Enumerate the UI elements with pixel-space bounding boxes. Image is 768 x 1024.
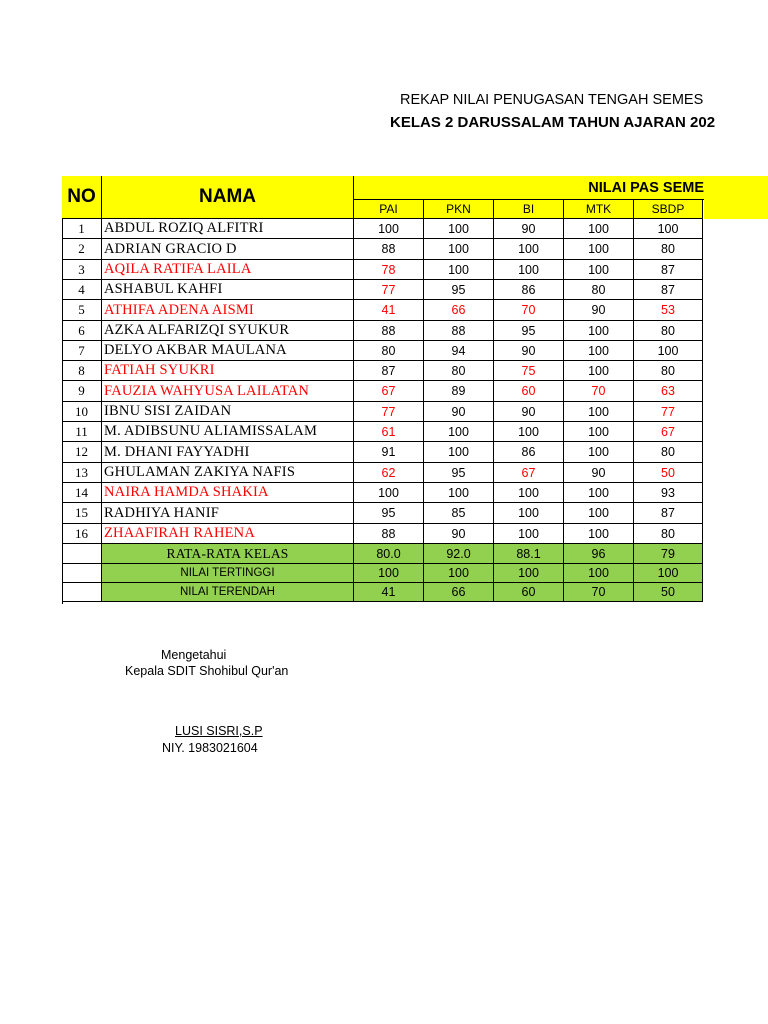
row-number: 9 bbox=[62, 381, 102, 402]
score-pai: 95 bbox=[354, 503, 424, 524]
header-subject-sbdp: SBDP bbox=[634, 200, 703, 219]
footer-mengetahui: Mengetahui bbox=[161, 648, 227, 662]
score-pkn: 90 bbox=[424, 402, 494, 422]
score-pkn: 85 bbox=[424, 503, 494, 524]
summary-value-sbdp: 100 bbox=[634, 564, 703, 583]
score-sbdp: 77 bbox=[634, 402, 703, 422]
student-name: ATHIFA ADENA AISMI bbox=[102, 300, 354, 321]
score-bi: 95 bbox=[494, 321, 564, 341]
summary-empty-cell bbox=[62, 564, 102, 583]
header-no: NO bbox=[62, 176, 102, 219]
score-pai: 88 bbox=[354, 524, 424, 544]
score-pai: 80 bbox=[354, 341, 424, 361]
header-overflow-fill bbox=[704, 176, 768, 219]
summary-value-pai: 100 bbox=[354, 564, 424, 583]
score-sbdp: 80 bbox=[634, 524, 703, 544]
row-number: 16 bbox=[62, 524, 102, 544]
summary-value-pkn: 92.0 bbox=[424, 544, 494, 564]
score-pai: 61 bbox=[354, 422, 424, 442]
score-pkn: 100 bbox=[424, 483, 494, 503]
score-pai: 62 bbox=[354, 463, 424, 483]
score-sbdp: 100 bbox=[634, 341, 703, 361]
summary-value-sbdp: 79 bbox=[634, 544, 703, 564]
score-sbdp: 67 bbox=[634, 422, 703, 442]
row-number: 6 bbox=[62, 321, 102, 341]
score-mtk: 100 bbox=[564, 219, 634, 239]
score-pkn: 94 bbox=[424, 341, 494, 361]
row-number: 12 bbox=[62, 442, 102, 463]
summary-empty-cell bbox=[62, 583, 102, 602]
score-sbdp: 87 bbox=[634, 280, 703, 300]
score-bi: 75 bbox=[494, 361, 564, 381]
score-bi: 100 bbox=[494, 483, 564, 503]
score-bi: 67 bbox=[494, 463, 564, 483]
student-name: ABDUL ROZIQ ALFITRI bbox=[102, 219, 354, 239]
summary-value-mtk: 100 bbox=[564, 564, 634, 583]
score-pai: 100 bbox=[354, 219, 424, 239]
score-bi: 100 bbox=[494, 239, 564, 260]
score-pkn: 100 bbox=[424, 422, 494, 442]
score-pai: 78 bbox=[354, 260, 424, 280]
header-subject-bi: BI bbox=[494, 200, 564, 219]
summary-value-mtk: 96 bbox=[564, 544, 634, 564]
footer-position: Kepala SDIT Shohibul Qur'an bbox=[125, 664, 289, 678]
student-name: ZHAAFIRAH RAHENA bbox=[102, 524, 354, 544]
footer-niy: NIY. 1983021604 bbox=[162, 741, 258, 755]
score-bi: 100 bbox=[494, 524, 564, 544]
footer-signatory-name: LUSI SISRI,S.P bbox=[175, 724, 263, 738]
summary-value-bi: 60 bbox=[494, 583, 564, 602]
score-pkn: 90 bbox=[424, 524, 494, 544]
score-pai: 77 bbox=[354, 280, 424, 300]
header-group: NILAI PAS SEME bbox=[354, 176, 704, 200]
header-subject-pkn: PKN bbox=[424, 200, 494, 219]
score-bi: 100 bbox=[494, 260, 564, 280]
score-pai: 41 bbox=[354, 300, 424, 321]
score-mtk: 100 bbox=[564, 422, 634, 442]
score-mtk: 100 bbox=[564, 402, 634, 422]
score-mtk: 100 bbox=[564, 442, 634, 463]
student-name: DELYO AKBAR MAULANA bbox=[102, 341, 354, 361]
summary-value-mtk: 70 bbox=[564, 583, 634, 602]
header-subject-mtk: MTK bbox=[564, 200, 634, 219]
row-number: 11 bbox=[62, 422, 102, 442]
summary-empty-cell bbox=[62, 544, 102, 564]
score-bi: 70 bbox=[494, 300, 564, 321]
summary-value-pai: 41 bbox=[354, 583, 424, 602]
student-name: M. ADIBSUNU ALIAMISSALAM bbox=[102, 422, 354, 442]
score-bi: 86 bbox=[494, 442, 564, 463]
score-pkn: 66 bbox=[424, 300, 494, 321]
student-name: NAIRA HAMDA SHAKIA bbox=[102, 483, 354, 503]
report-subtitle: KELAS 2 DARUSSALAM TAHUN AJARAN 202 bbox=[390, 114, 716, 131]
score-sbdp: 100 bbox=[634, 219, 703, 239]
student-name: M. DHANI FAYYADHI bbox=[102, 442, 354, 463]
row-number: 7 bbox=[62, 341, 102, 361]
summary-value-bi: 88.1 bbox=[494, 544, 564, 564]
score-mtk: 100 bbox=[564, 321, 634, 341]
score-bi: 90 bbox=[494, 402, 564, 422]
row-number: 15 bbox=[62, 503, 102, 524]
summary-value-pkn: 100 bbox=[424, 564, 494, 583]
student-name: IBNU SISI ZAIDAN bbox=[102, 402, 354, 422]
score-mtk: 80 bbox=[564, 280, 634, 300]
row-number: 8 bbox=[62, 361, 102, 381]
summary-value-pai: 80.0 bbox=[354, 544, 424, 564]
score-bi: 100 bbox=[494, 503, 564, 524]
score-mtk: 90 bbox=[564, 300, 634, 321]
score-pai: 100 bbox=[354, 483, 424, 503]
student-name: FATIAH SYUKRI bbox=[102, 361, 354, 381]
row-number: 14 bbox=[62, 483, 102, 503]
student-name: ASHABUL KAHFI bbox=[102, 280, 354, 300]
score-pkn: 88 bbox=[424, 321, 494, 341]
row-number: 2 bbox=[62, 239, 102, 260]
student-name: AQILA RATIFA LAILA bbox=[102, 260, 354, 280]
header-nama: NAMA bbox=[102, 176, 354, 219]
score-sbdp: 80 bbox=[634, 321, 703, 341]
score-bi: 90 bbox=[494, 341, 564, 361]
score-mtk: 100 bbox=[564, 239, 634, 260]
score-bi: 86 bbox=[494, 280, 564, 300]
score-pai: 77 bbox=[354, 402, 424, 422]
score-bi: 60 bbox=[494, 381, 564, 402]
score-pai: 88 bbox=[354, 239, 424, 260]
score-pkn: 100 bbox=[424, 219, 494, 239]
student-name: AZKA ALFARIZQI SYUKUR bbox=[102, 321, 354, 341]
row-number: 13 bbox=[62, 463, 102, 483]
score-pkn: 95 bbox=[424, 463, 494, 483]
score-pkn: 100 bbox=[424, 442, 494, 463]
score-pkn: 95 bbox=[424, 280, 494, 300]
score-bi: 90 bbox=[494, 219, 564, 239]
student-name: RADHIYA HANIF bbox=[102, 503, 354, 524]
report-title: REKAP NILAI PENUGASAN TENGAH SEMES bbox=[400, 92, 704, 108]
score-pkn: 89 bbox=[424, 381, 494, 402]
header-subject-pai: PAI bbox=[354, 200, 424, 219]
summary-label: NILAI TERENDAH bbox=[102, 583, 354, 602]
score-mtk: 100 bbox=[564, 483, 634, 503]
score-pai: 88 bbox=[354, 321, 424, 341]
score-sbdp: 63 bbox=[634, 381, 703, 402]
score-pai: 67 bbox=[354, 381, 424, 402]
score-sbdp: 87 bbox=[634, 503, 703, 524]
score-mtk: 70 bbox=[564, 381, 634, 402]
summary-value-pkn: 66 bbox=[424, 583, 494, 602]
student-name: FAUZIA WAHYUSA LAILATAN bbox=[102, 381, 354, 402]
student-name: GHULAMAN ZAKIYA NAFIS bbox=[102, 463, 354, 483]
summary-value-bi: 100 bbox=[494, 564, 564, 583]
summary-label: RATA-RATA KELAS bbox=[102, 544, 354, 564]
score-sbdp: 50 bbox=[634, 463, 703, 483]
score-pkn: 80 bbox=[424, 361, 494, 381]
row-number: 1 bbox=[62, 219, 102, 239]
score-sbdp: 93 bbox=[634, 483, 703, 503]
score-mtk: 90 bbox=[564, 463, 634, 483]
row-number: 3 bbox=[62, 260, 102, 280]
score-sbdp: 87 bbox=[634, 260, 703, 280]
summary-label: NILAI TERTINGGI bbox=[102, 564, 354, 583]
score-mtk: 100 bbox=[564, 524, 634, 544]
score-pkn: 100 bbox=[424, 260, 494, 280]
score-sbdp: 80 bbox=[634, 239, 703, 260]
student-name: ADRIAN GRACIO D bbox=[102, 239, 354, 260]
score-bi: 100 bbox=[494, 422, 564, 442]
score-mtk: 100 bbox=[564, 260, 634, 280]
row-number: 5 bbox=[62, 300, 102, 321]
score-sbdp: 53 bbox=[634, 300, 703, 321]
summary-value-sbdp: 50 bbox=[634, 583, 703, 602]
score-pai: 91 bbox=[354, 442, 424, 463]
score-mtk: 100 bbox=[564, 503, 634, 524]
score-mtk: 100 bbox=[564, 361, 634, 381]
score-sbdp: 80 bbox=[634, 442, 703, 463]
score-pai: 87 bbox=[354, 361, 424, 381]
row-number: 4 bbox=[62, 280, 102, 300]
row-number: 10 bbox=[62, 402, 102, 422]
score-mtk: 100 bbox=[564, 341, 634, 361]
score-pkn: 100 bbox=[424, 239, 494, 260]
score-sbdp: 80 bbox=[634, 361, 703, 381]
